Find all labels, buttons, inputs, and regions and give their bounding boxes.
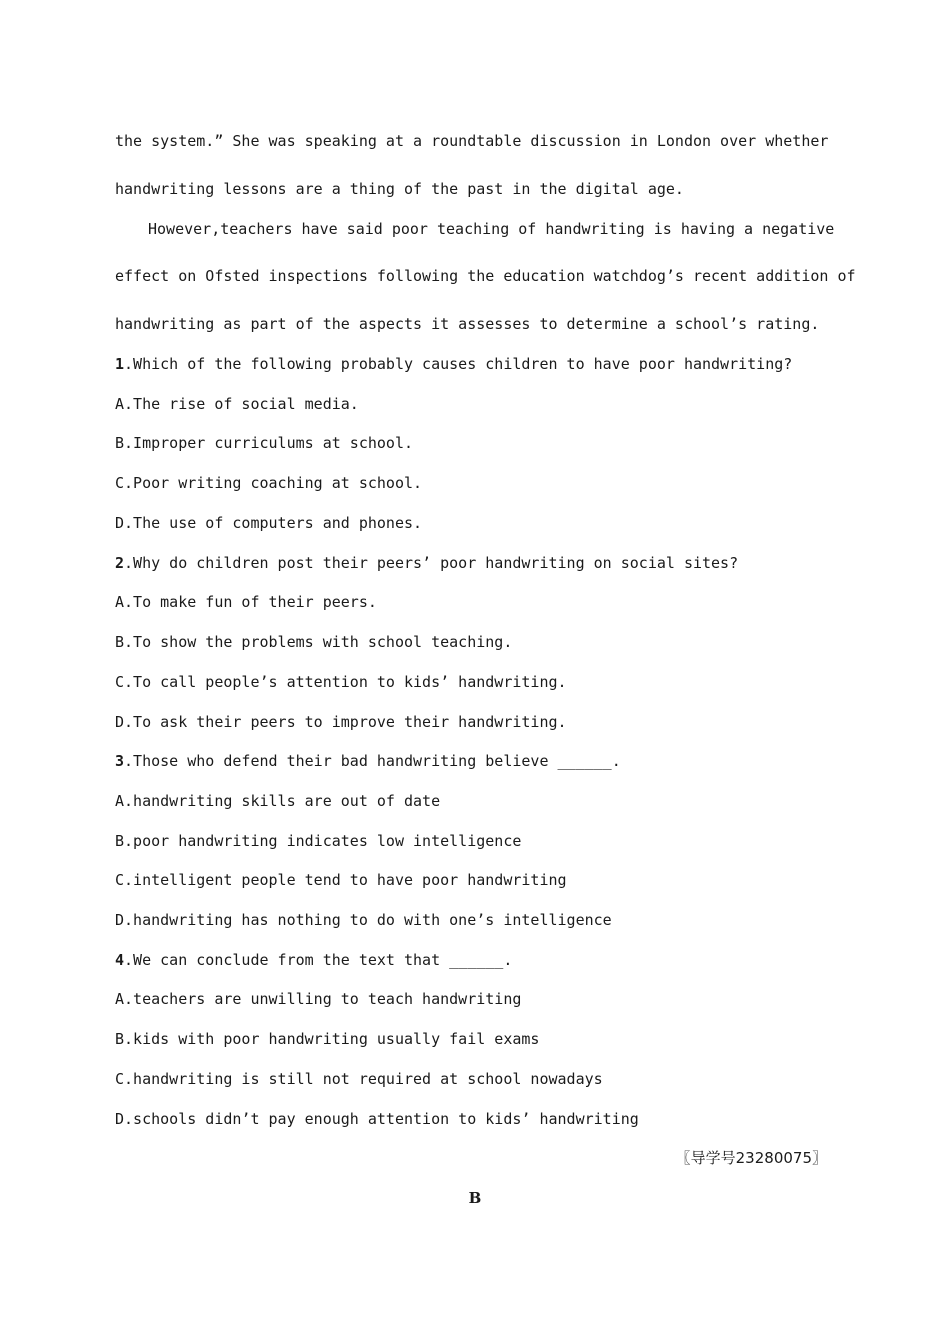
answer-option: D.The use of computers and phones. [115, 514, 423, 532]
reference-number: 〖导学号23280075〗 [675, 1149, 827, 1167]
passage-line: handwriting as part of the aspects it assesses to determine a school’s rating. [115, 315, 820, 333]
answer-option: B.kids with poor handwriting usually fail exams [115, 1030, 540, 1048]
question-number: 4 [115, 951, 125, 969]
answer-option: B.To show the problems with school teaching. [115, 633, 513, 651]
answer-option: C.handwriting is still not required at school nowadays [115, 1070, 603, 1088]
answer-option: B.poor handwriting indicates low intelligence [115, 832, 522, 850]
passage-line: the system.” She was speaking at a roundtable discussion in London over whether [115, 132, 829, 150]
passage-line: handwriting lessons are a thing of the past in the digital age. [115, 180, 684, 198]
answer-option: D.schools didn’t pay enough attention to kids’ handwriting [115, 1110, 639, 1128]
answer-option: D.handwriting has nothing to do with one’s intelligence [115, 911, 612, 929]
question-number: 1 [115, 355, 125, 373]
question-number: 3 [115, 752, 125, 770]
answer-option: B.Improper curriculums at school. [115, 434, 414, 452]
question-stem: 3.Those who defend their bad handwriting believe ______. [115, 752, 621, 770]
question-stem: 4.We can conclude from the text that ______. [115, 951, 513, 969]
question-number: 2 [115, 554, 125, 572]
question-stem: 2.Why do children post their peers’ poor handwriting on social sites? [115, 554, 739, 572]
answer-option: D.To ask their peers to improve their handwriting. [115, 713, 567, 731]
answer-option: A.handwriting skills are out of date [115, 792, 441, 810]
passage-line: However,teachers have said poor teaching of handwriting is having a negative [148, 220, 835, 238]
answer-option: C.intelligent people tend to have poor handwriting [115, 871, 567, 889]
answer-option: A.To make fun of their peers. [115, 593, 377, 611]
answer-option: C.Poor writing coaching at school. [115, 474, 423, 492]
passage-line: effect on Ofsted inspections following the education watchdog’s recent addition of [115, 267, 856, 285]
answer-option: A.The rise of social media. [115, 395, 359, 413]
section-heading: B [468, 1189, 482, 1207]
answer-option: C.To call people’s attention to kids’ handwriting. [115, 673, 567, 691]
answer-option: A.teachers are unwilling to teach handwriting [115, 990, 522, 1008]
question-stem: 1.Which of the following probably causes children to have poor handwriting? [115, 355, 793, 373]
